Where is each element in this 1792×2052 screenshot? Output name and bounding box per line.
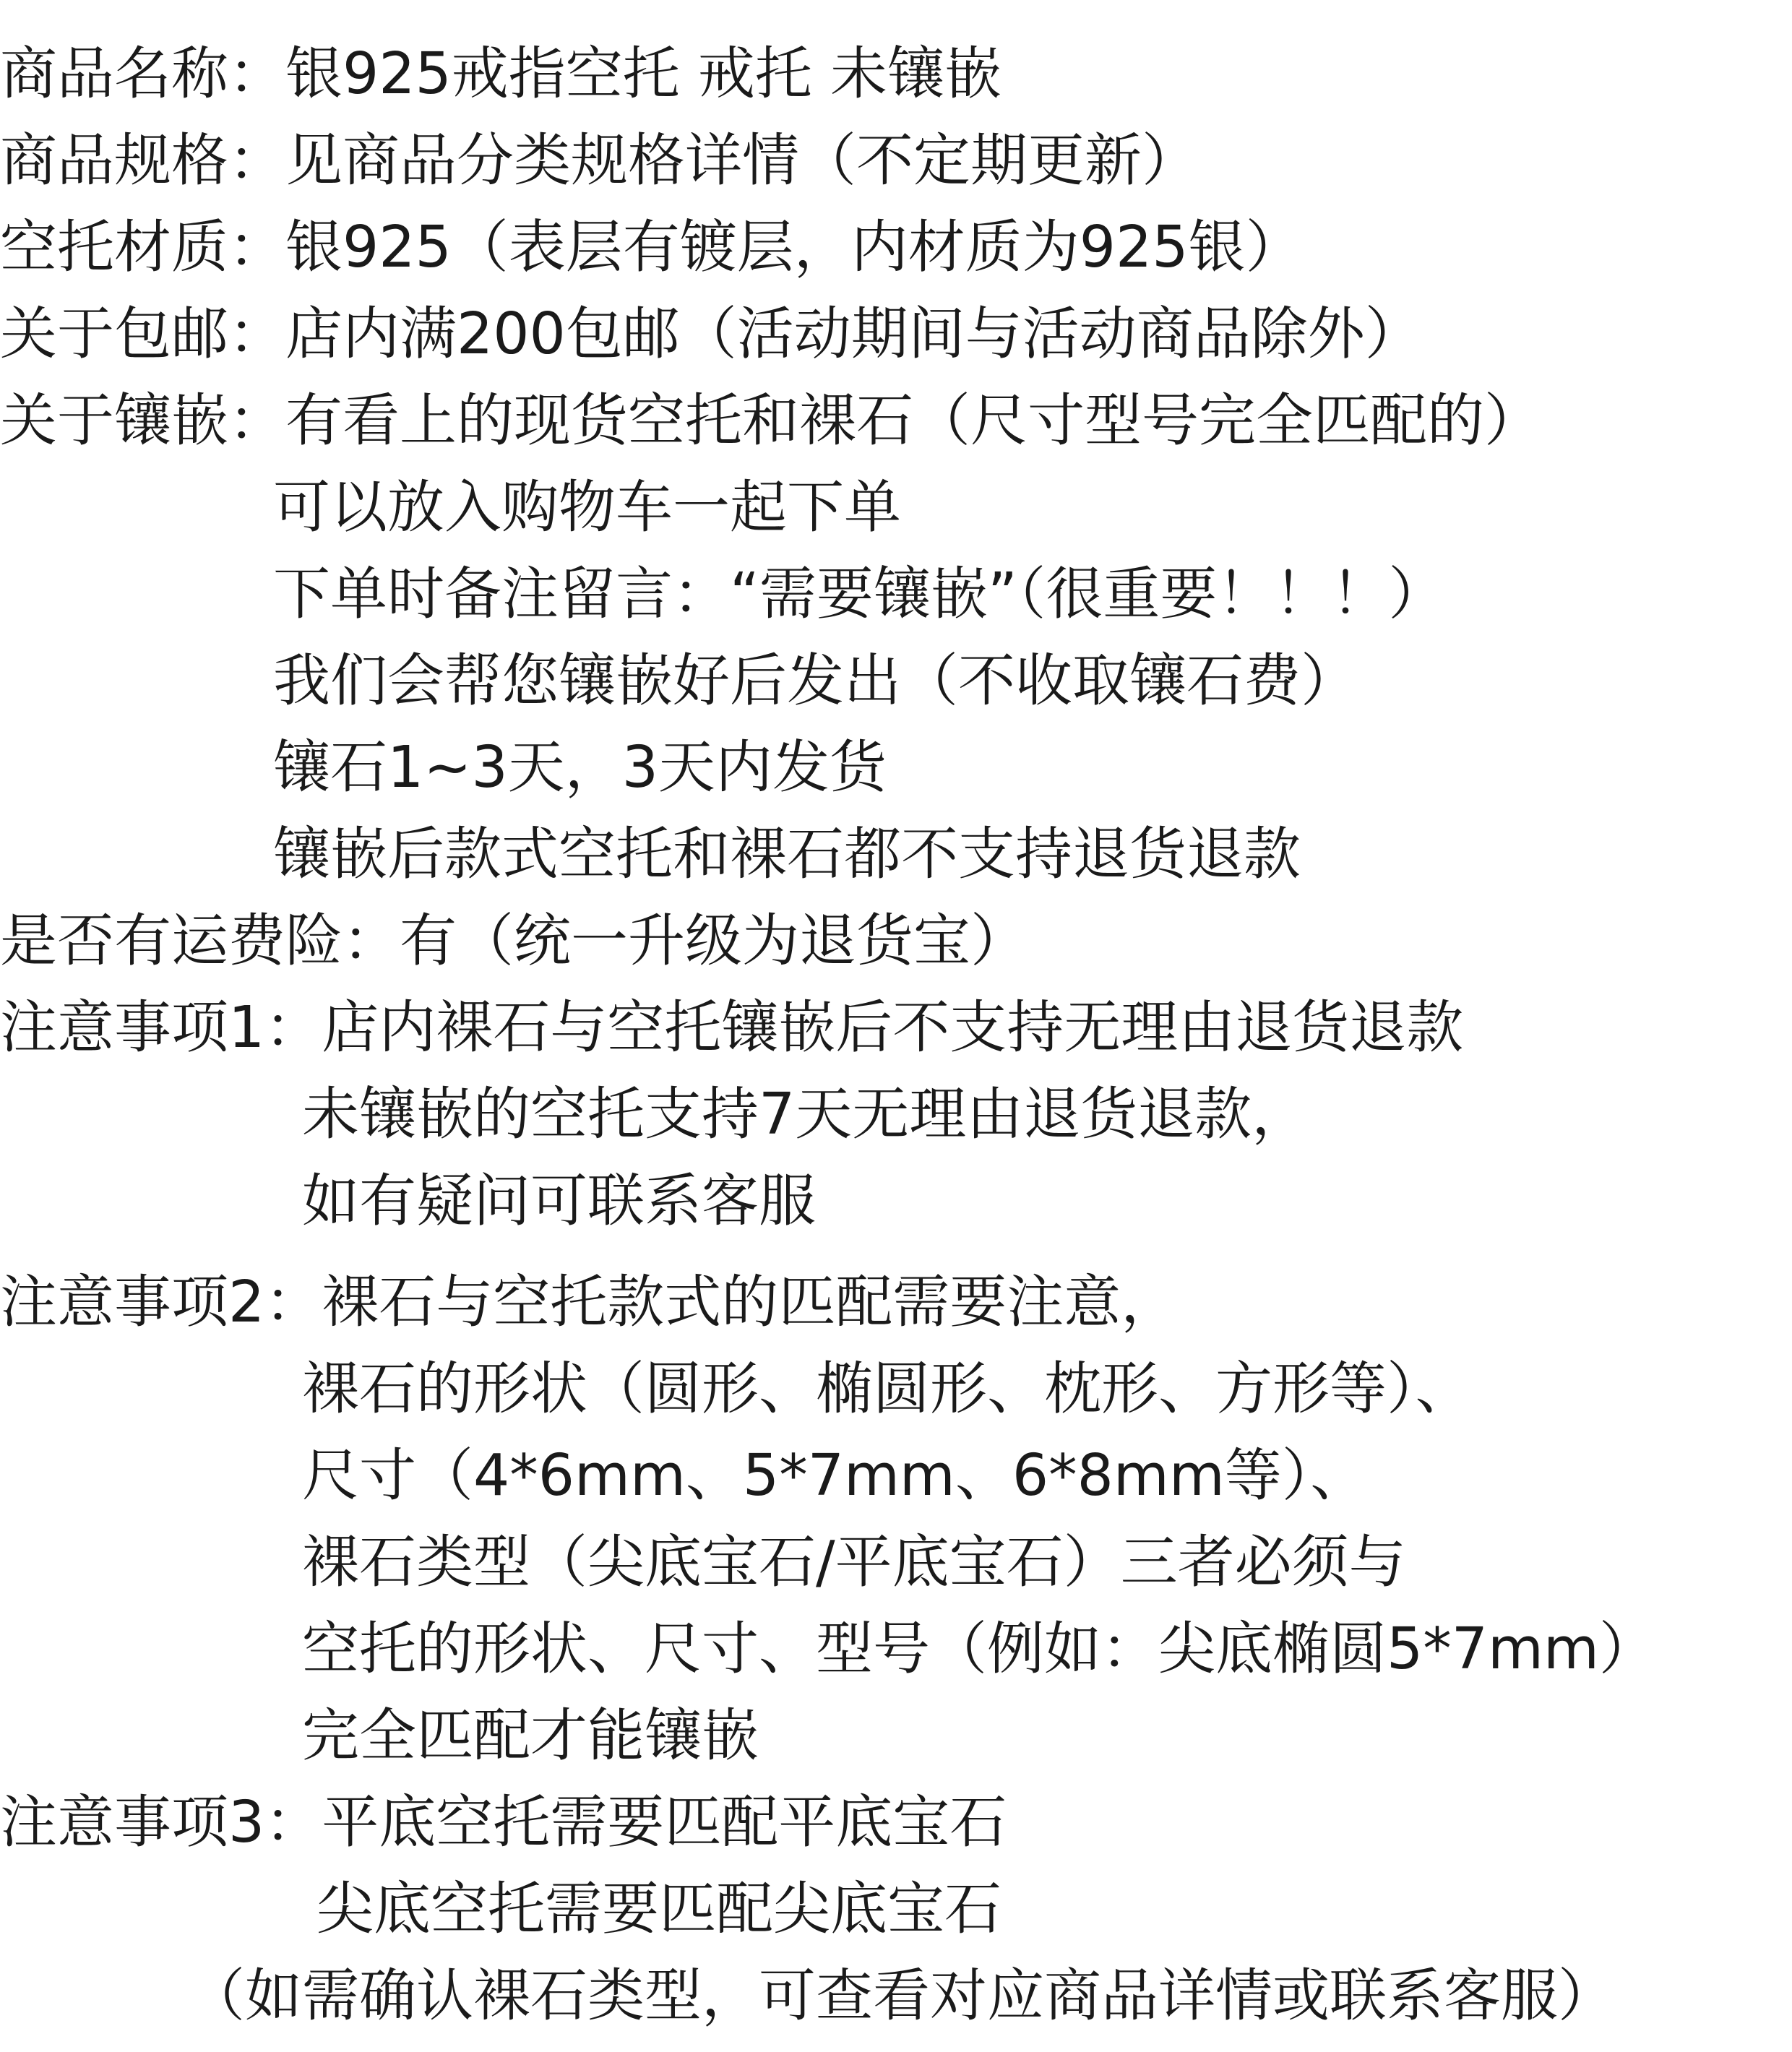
info-line-product-spec: 商品规格：见商品分类规格详情（不定期更新）: [0, 127, 1199, 194]
info-line-note-2: 注意事项2：裸石与空托款式的匹配需要注意，: [0, 1269, 1179, 1335]
info-line-note-1-contact: 如有疑问可联系客服: [302, 1168, 816, 1234]
info-line-note-2-example: 空托的形状、尺寸、型号（例如：尖底椭圆5*7mm）: [302, 1616, 1656, 1682]
info-line-setting: 关于镶嵌：有看上的现货空托和裸石（尺寸型号完全匹配的）: [0, 387, 1541, 454]
info-line-note-2-match: 完全匹配才能镶嵌: [302, 1702, 759, 1769]
info-line-setting-no-return: 镶嵌后款式空托和裸石都不支持退货退款: [273, 821, 1301, 887]
info-line-shipping-insurance: 是否有运费险：有（统一升级为退货宝）: [0, 908, 1028, 974]
info-line-note-3: 注意事项3：平底空托需要匹配平底宝石: [0, 1789, 1007, 1855]
info-line-setting-days: 镶石1~3天，3天内发货: [273, 734, 887, 801]
info-line-note-2-type: 裸石类型（尖底宝石/平底宝石）三者必须与: [302, 1529, 1406, 1595]
info-line-note-2-shape: 裸石的形状（圆形、椭圆形、枕形、方形等）、: [302, 1355, 1473, 1422]
info-line-setting-note: 下单时备注留言：“需要镶嵌”（很重要！！！）: [273, 561, 1446, 627]
info-line-note-2-size: 尺寸（4*6mm、5*7mm、6*8mm等）、: [302, 1442, 1368, 1509]
info-line-product-name: 商品名称：银925戒指空托 戒托 未镶嵌: [0, 40, 1002, 107]
info-line-note-3-pointed: 尖底空托需要匹配尖底宝石: [316, 1876, 1001, 1942]
info-line-setting-cart: 可以放入购物车一起下单: [273, 474, 901, 540]
info-line-material: 空托材质：银925（表层有镀层，内材质为925银）: [0, 214, 1303, 280]
info-line-note-1-return: 未镶嵌的空托支持7天无理由退货退款，: [302, 1081, 1309, 1147]
info-line-free-shipping: 关于包邮：店内满200包邮（活动期间与活动商品除外）: [0, 301, 1422, 367]
info-line-setting-free: 我们会帮您镶嵌好后发出（不收取镶石费）: [273, 647, 1358, 714]
info-line-note-1: 注意事项1：店内裸石与空托镶嵌后不支持无理由退货退款: [0, 994, 1464, 1061]
info-line-footnote: （如需确认裸石类型，可查看对应商品详情或联系客服）: [188, 1962, 1615, 2029]
